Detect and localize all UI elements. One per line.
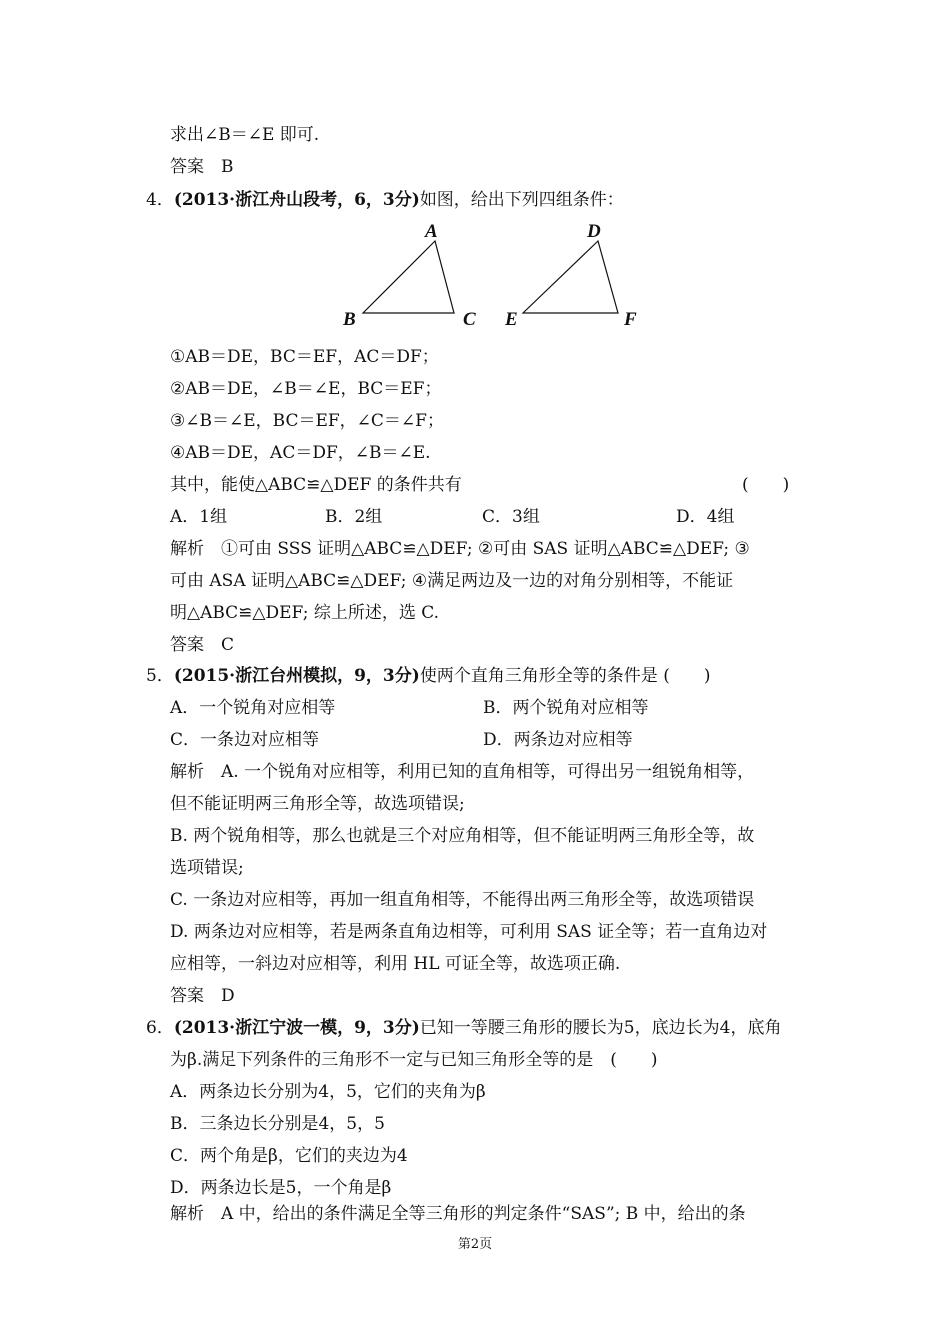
option-d: D．两条边长是5，一个角是β — [170, 1178, 392, 1198]
analysis-line: 应相等，一斜边对应相等，利用 HL 可证全等，故选项正确. — [170, 954, 621, 974]
question-text: 已知一等腰三角形的腰长为5，底边长为4，底角 — [419, 1018, 782, 1038]
option-d: D．4组 — [676, 507, 735, 527]
question-number: 4． — [146, 190, 174, 210]
vertex-label-b: B — [343, 309, 356, 330]
page-footer: 第2页 — [457, 1237, 493, 1252]
question-5 — [146, 665, 710, 687]
answer-line: 答案 C — [170, 635, 235, 655]
condition-3: ③∠B＝∠E，BC＝EF，∠C＝∠F； — [170, 411, 444, 431]
triangle-figure — [0, 215, 950, 335]
condition-2: ②AB＝DE，∠B＝∠E，BC＝EF； — [170, 379, 442, 399]
condition-4: ④AB＝DE，AC＝DF，∠B＝∠E. — [170, 443, 431, 463]
question-source: (2013·浙江舟山段考，6，3分) — [173, 190, 420, 210]
answer-line: 答案 D — [170, 986, 235, 1006]
option-a: A．一个锐角对应相等 — [170, 698, 336, 718]
text-line: 求出∠B＝∠E 即可. — [170, 125, 320, 145]
question-4 — [146, 189, 624, 211]
vertex-label-f: F — [624, 309, 637, 330]
vertex-label-c: C — [463, 309, 476, 330]
analysis-line: B. 两个锐角相等，那么也就是三个对应角相等，但不能证明两三角形全等，故 — [170, 826, 755, 846]
triangle-def — [523, 241, 618, 313]
option-c: C．两个角是β，它们的夹边为4 — [170, 1146, 408, 1166]
option-a: A．1组 — [170, 507, 228, 527]
question-text: 使两个直角三角形全等的条件是 ( ) — [419, 666, 711, 686]
option-d: D．两条边对应相等 — [483, 730, 633, 750]
question-source: (2013·浙江宁波一模，9，3分) — [173, 1018, 420, 1038]
option-c: C．一条边对应相等 — [170, 730, 320, 750]
option-b: B．两个锐角对应相等 — [483, 698, 649, 718]
analysis-line: 解析 ①可由 SSS 证明△ABC≌△DEF; ②可由 SAS 证明△ABC≌△DEF; ③ — [170, 539, 750, 559]
vertex-label-e: E — [505, 309, 518, 330]
answer-paren: ( ) — [742, 475, 790, 495]
question-number: 6． — [146, 1018, 174, 1038]
condition-1: ①AB＝DE，BC＝EF，AC＝DF； — [170, 347, 439, 367]
analysis-line: D. 两条边对应相等，若是两条直角边相等，可利用 SAS 证全等；若一直角边对 — [170, 922, 768, 942]
analysis-line: C. 一条边对应相等，再加一组直角相等，不能得出两三角形全等，故选项错误 — [170, 890, 755, 910]
question-text: 为β.满足下列条件的三角形不一定与已知三角形全等的是 ( ) — [170, 1050, 658, 1070]
analysis-line: 解析 A. 一个锐角对应相等，利用已知的直角相等，可得出另一组锐角相等， — [170, 762, 755, 782]
option-b: B．三条边长分别是4，5，5 — [170, 1114, 385, 1134]
question-6 — [146, 1017, 781, 1039]
vertex-label-a: A — [425, 221, 438, 242]
analysis-line: 可由 ASA 证明△ABC≌△DEF; ④满足两边及一边的对角分别相等，不能证 — [170, 571, 734, 591]
question-text: 如图，给出下列四组条件： — [419, 190, 624, 210]
option-b: B．2组 — [325, 507, 383, 527]
triangle-abc — [363, 241, 454, 313]
vertex-label-d: D — [587, 221, 601, 242]
analysis-line: 但不能证明两三角形全等，故选项错误; — [170, 794, 465, 814]
question-number: 5． — [146, 666, 174, 686]
option-c: C．3组 — [482, 507, 540, 527]
analysis-line: 解析 A 中，给出的条件满足全等三角形的判定条件“SAS”; B 中，给出的条 — [170, 1204, 746, 1224]
option-a: A．两条边长分别为4，5，它们的夹角为β — [170, 1082, 486, 1102]
analysis-line: 明△ABC≌△DEF; 综上所述，选 C. — [170, 603, 440, 623]
analysis-line: 选项错误; — [170, 858, 244, 878]
answer-line: 答案 B — [170, 157, 234, 177]
question-source: (2015·浙江台州模拟，9，3分) — [173, 666, 420, 686]
question-prompt: 其中，能使△ABC≌△DEF 的条件共有 — [170, 475, 462, 495]
